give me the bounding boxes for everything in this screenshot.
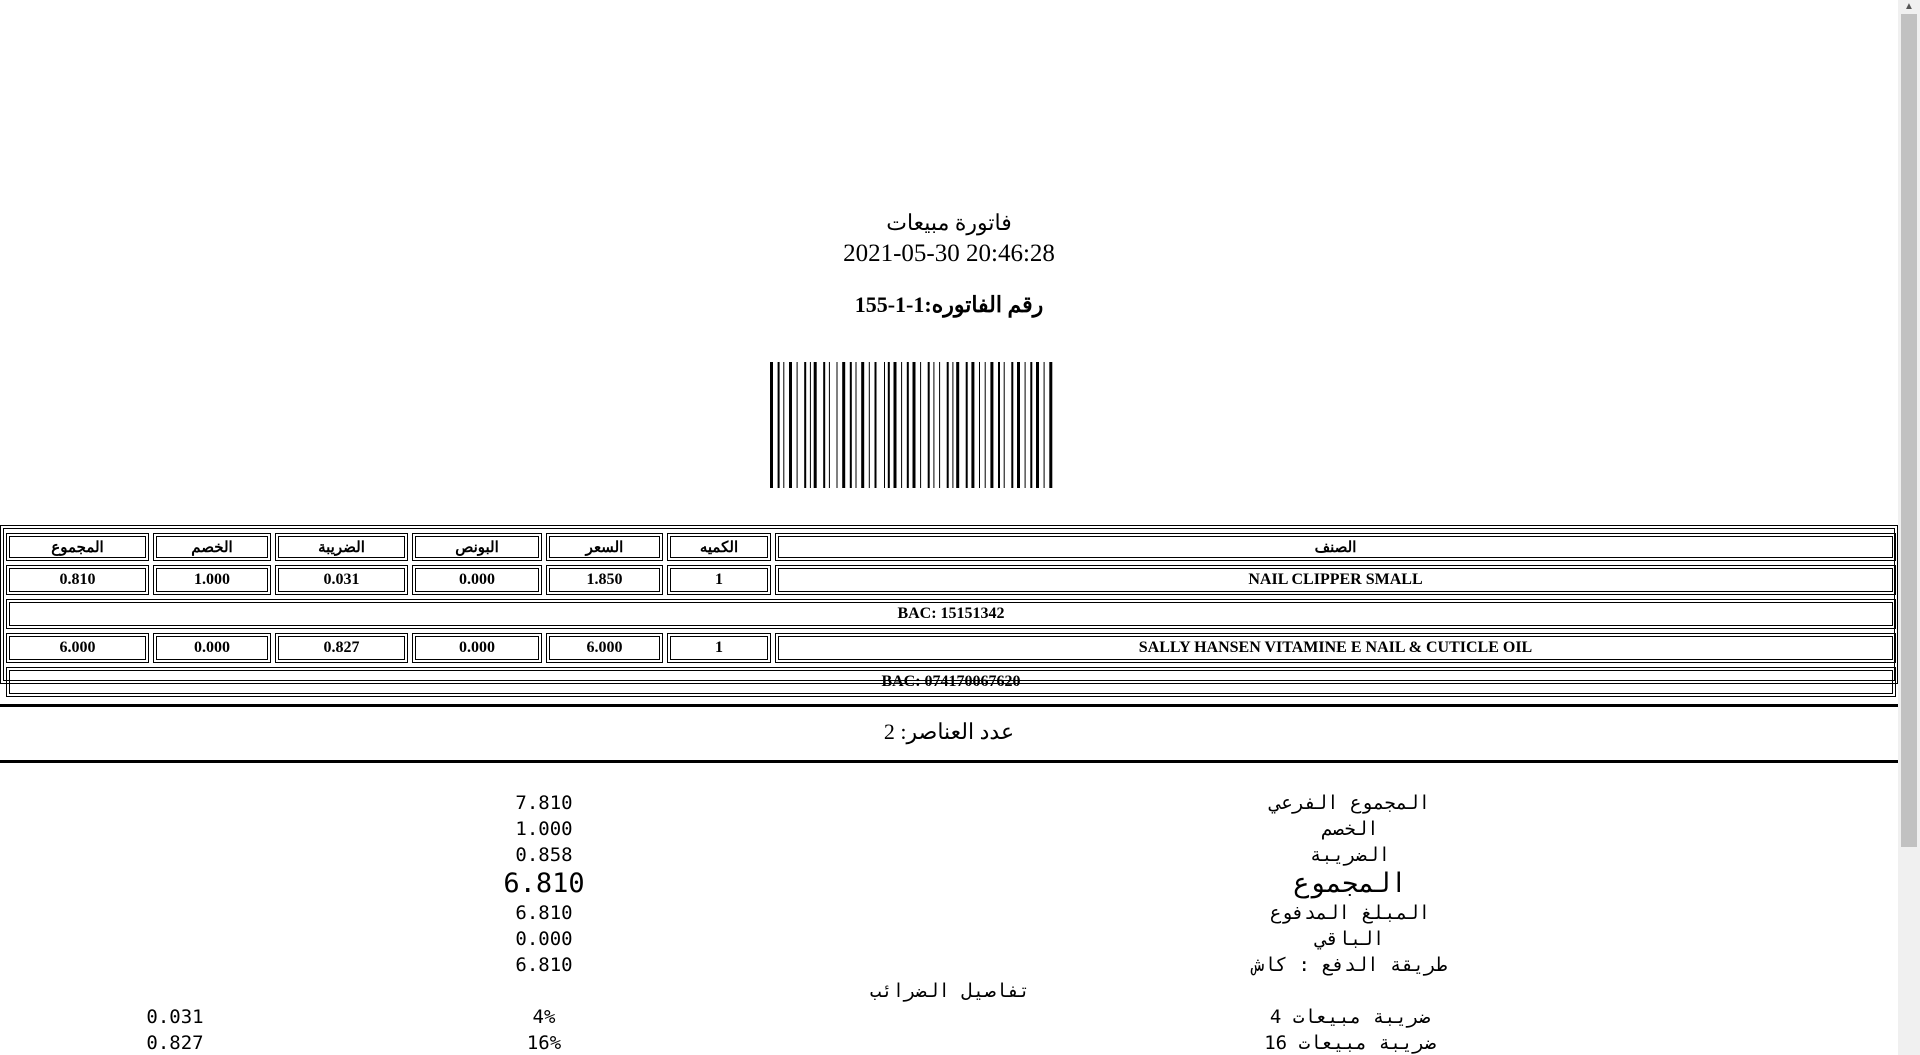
cell-price: 6.000: [546, 633, 663, 663]
discount-value: 1.000: [515, 818, 573, 840]
cell-total: 6.000: [6, 633, 149, 663]
cell-bonus: 0.000: [412, 633, 542, 663]
table-row: [6, 565, 1896, 595]
tax-value: 0.858: [515, 844, 573, 866]
cell-tax: 0.031: [275, 565, 408, 595]
scrollbar-thumb[interactable]: [1901, 14, 1917, 847]
cell-price: 1.850: [546, 565, 663, 595]
tax-row-amount: 0.031: [146, 1006, 204, 1028]
col-header-bonus: البونص: [412, 533, 542, 561]
tax-details-title: تفاصيل الضرائب: [869, 980, 1031, 1002]
total-label: المجموع: [1293, 868, 1407, 899]
paid-label: المبلغ المدفوع: [1269, 902, 1431, 924]
cell-tax: 0.827: [275, 633, 408, 663]
tax-label: الضريبة: [1309, 844, 1391, 866]
item-count: عدد العناصر: 2: [883, 719, 1015, 744]
table-row: [6, 633, 1896, 663]
cell-bac: BAC: 15151342: [6, 599, 1896, 629]
subtotal-value: 7.810: [515, 792, 573, 814]
discount-label: الخصم: [1321, 818, 1379, 840]
table-header-row: [6, 533, 1896, 561]
change-label: الباقي: [1315, 928, 1385, 950]
cell-discount: 0.000: [153, 633, 271, 663]
tax-row-amount: 0.827: [146, 1032, 204, 1054]
paid-value: 6.810: [515, 902, 573, 924]
invoice-datetime: 2021-05-30 20:46:28: [843, 240, 1055, 267]
col-header-qty: الكميه: [667, 533, 771, 561]
tax-row-label: ضريبة مبيعات 16: [1264, 1032, 1436, 1054]
cell-bac: BAC: 074170067620: [6, 667, 1896, 697]
cell-bonus: 0.000: [412, 565, 542, 595]
cell-discount: 1.000: [153, 565, 271, 595]
divider-top: [0, 704, 1898, 707]
items-table: [0, 525, 1898, 690]
tax-row-rate: 4%: [532, 1006, 556, 1028]
cell-item-name: NAIL CLIPPER SMALL: [775, 565, 1896, 595]
table-row-bac: [6, 599, 1896, 629]
cell-total: 0.810: [6, 565, 149, 595]
subtotal-label: المجموع الفرعي: [1269, 792, 1431, 814]
cell-qty: 1: [667, 565, 771, 595]
col-header-price: السعر: [546, 533, 663, 561]
barcode-image: [768, 362, 1130, 490]
col-header-tax: الضريبة: [275, 533, 408, 561]
col-header-item: الصنف: [775, 533, 1896, 561]
invoice-number: رقم الفاتوره:1-1-155: [854, 292, 1044, 317]
cell-qty: 1: [667, 633, 771, 663]
items-table-grid: [2, 529, 1898, 701]
table-row-bac: [6, 667, 1896, 697]
cell-item-name: SALLY HANSEN VITAMINE E NAIL & CUTICLE OIL: [775, 633, 1896, 663]
col-header-total: المجموع: [6, 533, 149, 561]
payment-method-label: طريقة الدفع : كاش: [1252, 954, 1448, 976]
payment-value: 6.810: [515, 954, 573, 976]
col-header-discount: الخصم: [153, 533, 271, 561]
tax-row-rate: 16%: [526, 1032, 562, 1054]
scroll-up-arrow-icon[interactable]: ▲: [1904, 1, 1914, 12]
page-title: فاتورة مبيعات: [886, 210, 1012, 235]
divider-bottom: [0, 760, 1898, 763]
change-value: 0.000: [515, 928, 573, 950]
tax-row-label: ضريبة مبيعات 4: [1269, 1006, 1431, 1028]
total-value: 6.810: [503, 868, 585, 899]
